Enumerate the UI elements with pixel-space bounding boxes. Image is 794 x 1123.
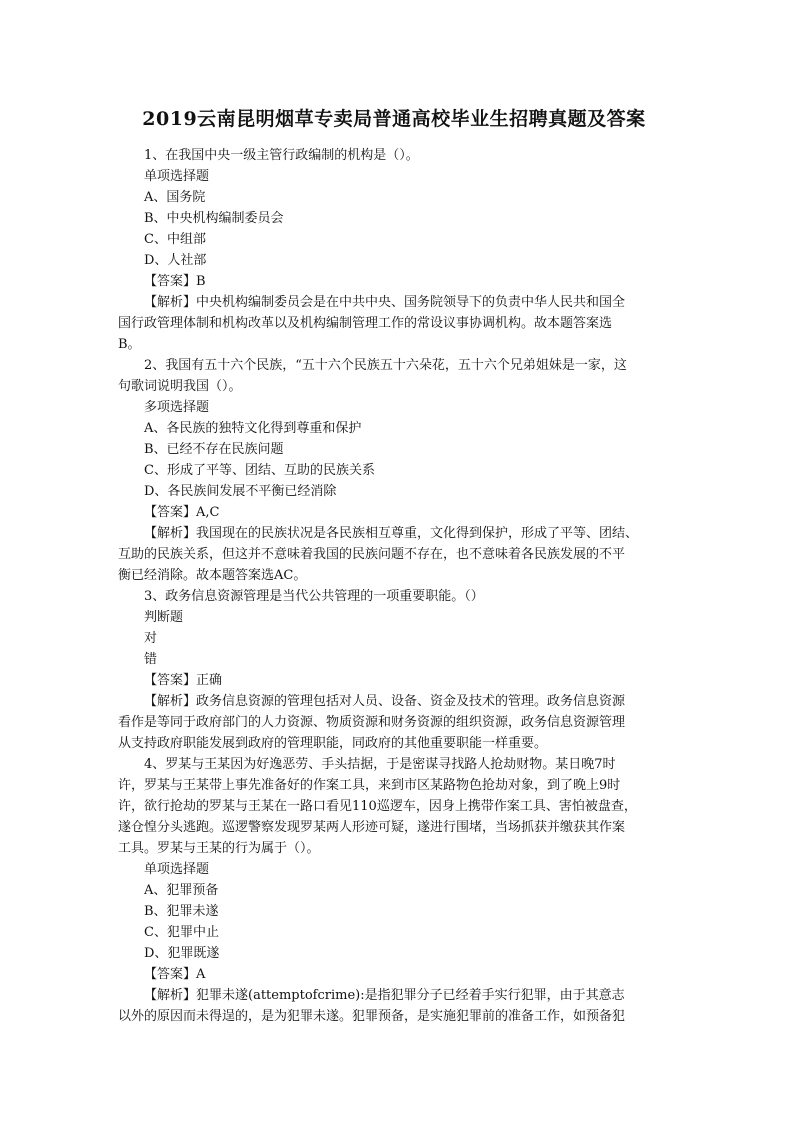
text-line: D、犯罪既遂	[144, 946, 220, 961]
text-line: 互助的民族关系，但这并不意味着我国的民族问题不存在，也不意味着各民族发展的不平	[118, 547, 626, 562]
text-line: 工具。罗某与王某的行为属于（）。	[118, 841, 320, 856]
text-line: 遂仓惶分头逃跑。巡逻警察发现罗某两人形迹可疑，遂进行围堵，当场抓获并缴获其作案	[118, 820, 626, 835]
text-line: A、国务院	[144, 190, 206, 205]
document-body	[118, 145, 678, 1027]
text-line: 【答案】A,C	[144, 505, 220, 520]
text-line: 多项选择题	[144, 400, 210, 415]
text-line: D、各民族间发展不平衡已经消除	[144, 484, 337, 499]
text-line: C、中组部	[144, 232, 206, 247]
text-line: 【答案】正确	[144, 673, 223, 688]
text-line: 判断题	[144, 610, 184, 625]
text-line: 许，欲行抢劫的罗某与王某在一路口看见110巡逻车，因身上携带作案工具、害怕被盘查，	[118, 799, 637, 814]
text-line: 看作是等同于政府部门的人力资源、物质资源和财务资源的组织资源，政务信息资源管理	[118, 715, 626, 730]
text-line: 【解析】中央机构编制委员会是在中共中央、国务院领导下的负责中华人民共和国全	[144, 295, 626, 310]
text-line: B、中央机构编制委员会	[144, 211, 284, 226]
text-line: A、各民族的独特文化得到尊重和保护	[144, 421, 362, 436]
text-line: C、犯罪中止	[144, 925, 219, 940]
text-line: B、已经不存在民族问题	[144, 442, 284, 457]
text-line: 句歌词说明我国（）。	[118, 379, 242, 394]
text-line: D、人社部	[144, 253, 207, 268]
text-line: 衡已经消除。故本题答案选AC。	[118, 568, 307, 583]
text-line: 3、政务信息资源管理是当代公共管理的一项重要职能。（）	[144, 589, 484, 604]
text-line: C、形成了平等、团结、互助的民族关系	[144, 463, 375, 478]
document-title: 2019云南昆明烟草专卖局普通高校毕业生招聘真题及答案	[142, 108, 646, 130]
text-line: 单项选择题	[144, 862, 210, 877]
text-line: 从支持政府职能发展到政府的管理职能，同政府的其他重要职能一样重要。	[118, 736, 548, 751]
text-line: 对	[144, 631, 158, 646]
text-line: 2、我国有五十六个民族，“五十六个民族五十六朵花，五十六个兄弟姐妹是一家，这	[144, 358, 627, 373]
text-line: 以外的原因而未得逞的，是为犯罪未遂。犯罪预备，是实施犯罪前的准备工作，如预备犯	[118, 1009, 626, 1024]
text-line: 错	[144, 652, 158, 667]
text-line: 【解析】犯罪未遂(attemptofcrime):是指犯罪分子已经着手实行犯罪，由于其意志	[144, 988, 625, 1003]
text-line: 【解析】政务信息资源的管理包括对人员、设备、资金及技术的管理。政务信息资源	[144, 694, 626, 709]
text-line: 【解析】我国现在的民族状况是各民族相互尊重，文化得到保护，形成了平等、团结、	[144, 526, 639, 541]
text-line: 1、在我国中央一级主管行政编制的机构是（）。	[144, 148, 419, 163]
text-line: B、犯罪未遂	[144, 904, 219, 919]
document-page	[118, 104, 678, 1027]
text-line: 【答案】B	[144, 274, 206, 289]
text-line: A、犯罪预备	[144, 883, 219, 898]
text-line: 单项选择题	[144, 169, 210, 184]
text-line: 4、罗某与王某因为好逸恶劳、手头拮据，于是密谋寻找路人抢劫财物。某日晚7时	[144, 757, 616, 772]
text-line: 国行政管理体制和机构改革以及机构编制管理工作的常设议事协调机构。故本题答案选	[118, 316, 613, 331]
text-line: 【答案】A	[144, 967, 206, 982]
text-line: 许，罗某与王某带上事先准备好的作案工具，来到市区某路物色抢劫对象，到了晚上9时	[118, 778, 621, 793]
text-line: B。	[118, 337, 141, 352]
